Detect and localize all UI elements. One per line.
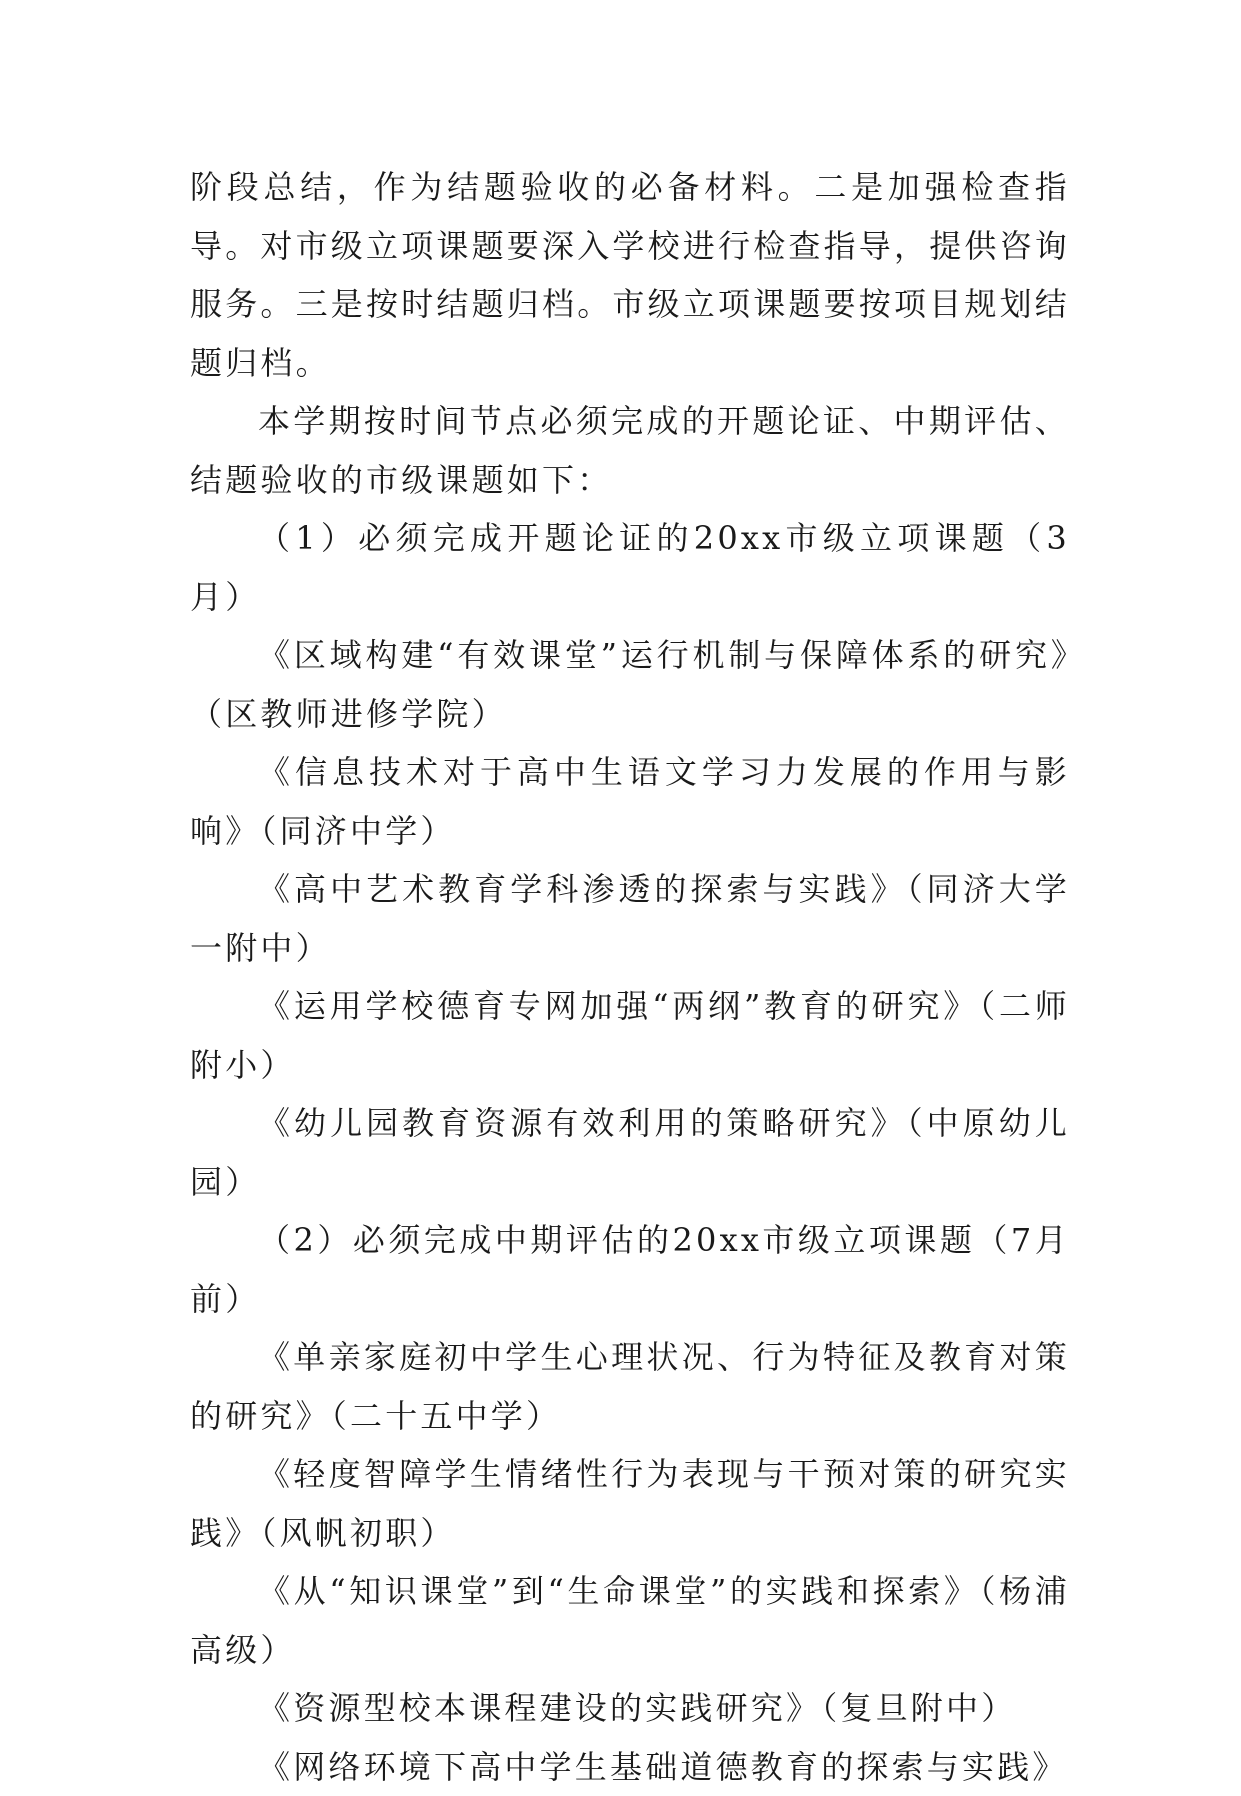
paragraph: 《单亲家庭初中学生心理状况、行为特征及教育对策的研究》（二十五中学） (190, 1328, 1070, 1445)
paragraph: 本学期按时间节点必须完成的开题论证、中期评估、结题验收的市级课题如下： (190, 392, 1070, 509)
paragraph: 《网络环境下高中学生基础道德教育的探索与实践》 (190, 1738, 1070, 1796)
paragraph: 《从“知识课堂”到“生命课堂”的实践和探索》（杨浦高级） (190, 1562, 1070, 1679)
paragraph: 《信息技术对于高中生语文学习力发展的作用与影响》（同济中学） (190, 743, 1070, 860)
paragraph: 《轻度智障学生情绪性行为表现与干预对策的研究实践》（风帆初职） (190, 1445, 1070, 1562)
paragraph: 《区域构建“有效课堂”运行机制与保障体系的研究》（区教师进修学院） (190, 626, 1070, 743)
paragraph: （2）必须完成中期评估的20xx市级立项课题（7月前） (190, 1211, 1070, 1328)
paragraph: 《运用学校德育专网加强“两纲”教育的研究》（二师附小） (190, 977, 1070, 1094)
paragraph: 《高中艺术教育学科渗透的探索与实践》（同济大学一附中） (190, 860, 1070, 977)
document-body (190, 158, 1070, 1796)
paragraph: （1）必须完成开题论证的20xx市级立项课题（3月） (190, 509, 1070, 626)
paragraph: 《资源型校本课程建设的实践研究》（复旦附中） (190, 1679, 1070, 1738)
paragraph: 阶段总结，作为结题验收的必备材料。二是加强检查指导。对市级立项课题要深入学校进行检查指导，提供咨询服务。三是按时结题归档。市级立项课题要按项目规划结题归档。 (190, 158, 1070, 392)
paragraph: 《幼儿园教育资源有效利用的策略研究》（中原幼儿园） (190, 1094, 1070, 1211)
